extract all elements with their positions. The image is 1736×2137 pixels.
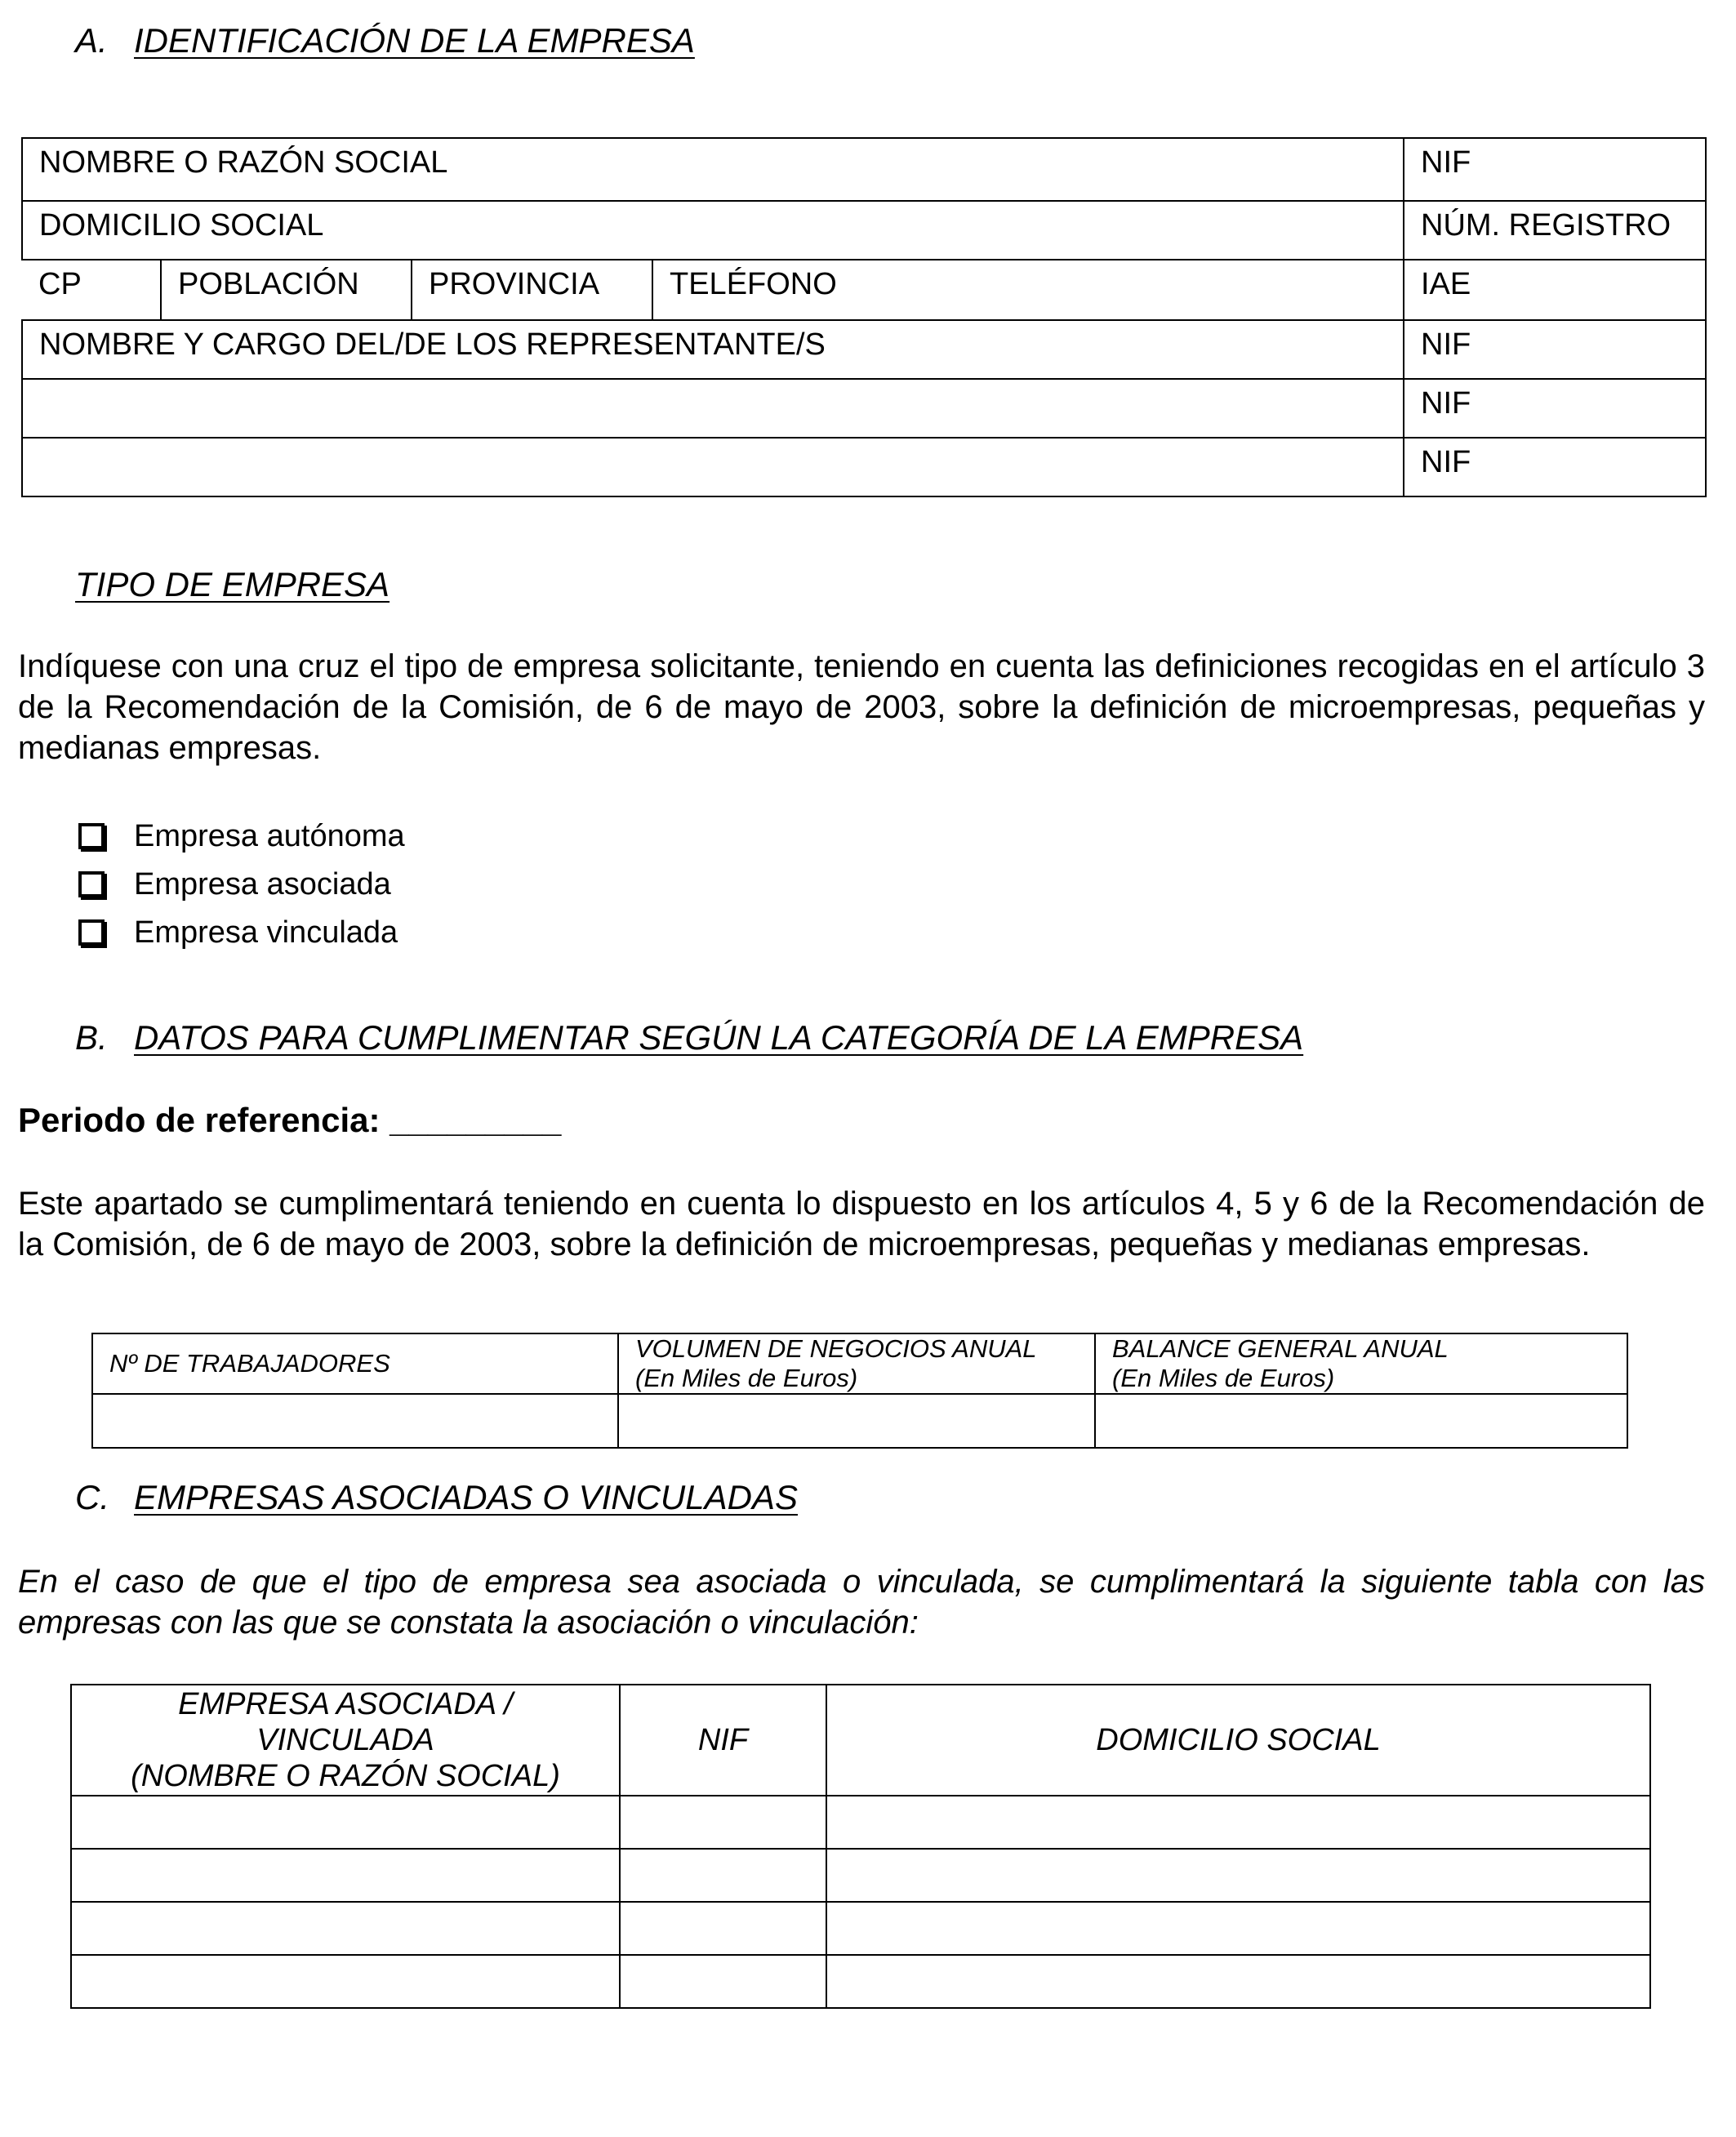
checkbox-icon[interactable] xyxy=(78,823,105,849)
representante-nif-field-2[interactable]: NIF xyxy=(1404,379,1706,438)
option-label: Empresa asociada xyxy=(134,866,391,902)
representante-name-field-3[interactable] xyxy=(22,438,1404,496)
balance-general-input[interactable] xyxy=(1095,1394,1627,1448)
nif-field[interactable]: NIF xyxy=(1404,138,1706,201)
volumen-negocios-input[interactable] xyxy=(618,1394,1095,1448)
associated-companies-table xyxy=(70,1684,1651,2009)
domicilio-input[interactable] xyxy=(826,1902,1650,1955)
section-b-letter: B. xyxy=(75,1018,108,1057)
nif-input[interactable] xyxy=(620,1902,826,1955)
company-category-table xyxy=(91,1333,1628,1449)
option-empresa-vinculada[interactable] xyxy=(78,912,398,953)
section-b-paragraph: Este apartado se cumplimentará teniendo en cuenta lo dispuesto en los artículos 4, 5 y 6 de la Recomendación de la Comisión, de 6 de mayo de 2003, sobre la definición de microempresas, pequeñas y medianas empresas. xyxy=(18,1186,1705,1262)
provincia-field[interactable]: PROVINCIA xyxy=(412,260,652,319)
num-registro-field[interactable]: NÚM. REGISTRO xyxy=(1404,201,1706,260)
table-row xyxy=(71,1955,1650,2008)
table-row xyxy=(71,1849,1650,1902)
nif-input[interactable] xyxy=(620,1796,826,1849)
empresa-input[interactable] xyxy=(71,1902,620,1955)
volumen-negocios-units: (En Miles de Euros) xyxy=(635,1364,858,1392)
representante-nif-field-3[interactable]: NIF xyxy=(1404,438,1706,496)
empresa-input[interactable] xyxy=(71,1955,620,2008)
tipo-empresa-paragraph: Indíquese con una cruz el tipo de empresa solicitante, teniendo en cuenta las definiciones recogidas en el artículo 3 de la Recomendación de la Comisión, de 6 de mayo de 2003, sobre la definición de microempresas, pequeñas y medianas empresas. xyxy=(18,648,1705,766)
nif-input[interactable] xyxy=(620,1849,826,1902)
section-b-title: DATOS PARA CUMPLIMENTAR SEGÚN LA CATEGORÍA DE LA EMPRESA xyxy=(134,1018,1304,1057)
representante-name-field-2[interactable] xyxy=(22,379,1404,438)
volumen-negocios-label: VOLUMEN DE NEGOCIOS ANUAL xyxy=(635,1334,1037,1363)
section-c-heading xyxy=(75,1478,798,1517)
empresa-input[interactable] xyxy=(71,1849,620,1902)
num-trabajadores-input[interactable] xyxy=(92,1394,618,1448)
representante-nif-field-1[interactable]: NIF xyxy=(1404,320,1706,379)
checkbox-icon[interactable] xyxy=(78,871,105,897)
section-c-title: EMPRESAS ASOCIADAS O VINCULADAS xyxy=(134,1478,798,1516)
checkbox-icon[interactable] xyxy=(78,919,105,946)
empresa-asociada-label-3: (NOMBRE O RAZÓN SOCIAL) xyxy=(131,1759,560,1793)
balance-general-label: BALANCE GENERAL ANUAL xyxy=(1112,1334,1449,1363)
option-empresa-asociada[interactable] xyxy=(78,864,391,905)
option-label: Empresa vinculada xyxy=(134,915,398,950)
balance-general-units: (En Miles de Euros) xyxy=(1112,1364,1335,1392)
domicilio-social-field[interactable]: DOMICILIO SOCIAL xyxy=(22,201,1404,260)
telefono-field[interactable]: TELÉFONO xyxy=(670,267,837,301)
domicilio-input[interactable] xyxy=(826,1796,1650,1849)
section-b-heading xyxy=(75,1018,1303,1057)
address-subrow xyxy=(22,260,1404,320)
empresa-asociada-label-1: EMPRESA ASOCIADA / xyxy=(178,1687,513,1721)
header-balance-general xyxy=(1095,1333,1627,1394)
section-c-letter: C. xyxy=(75,1478,109,1516)
empresa-asociada-label-2: VINCULADA xyxy=(256,1723,434,1757)
empresa-input[interactable] xyxy=(71,1796,620,1849)
tipo-empresa-title: TIPO DE EMPRESA xyxy=(75,565,390,603)
section-a-letter: A. xyxy=(75,21,108,60)
domicilio-input[interactable] xyxy=(826,1849,1650,1902)
company-identification-table xyxy=(21,137,1707,497)
nombre-razon-social-field[interactable]: NOMBRE O RAZÓN SOCIAL xyxy=(22,138,1404,201)
section-a-title: IDENTIFICACIÓN DE LA EMPRESA xyxy=(134,21,695,60)
option-label: Empresa autónoma xyxy=(134,818,405,853)
section-c-paragraph: En el caso de que el tipo de empresa sea asociada o vinculada, se cumplimentará la siguiente tabla con las empresas con las que se constata la asociación o vinculación: xyxy=(18,1564,1705,1641)
table-row xyxy=(71,1902,1650,1955)
representantes-field[interactable]: NOMBRE Y CARGO DEL/DE LOS REPRESENTANTE/S xyxy=(22,320,1404,379)
periodo-referencia-field[interactable]: Periodo de referencia: _________ xyxy=(18,1101,562,1139)
header-empresa-asociada xyxy=(71,1685,620,1796)
cp-field[interactable]: CP xyxy=(22,260,161,319)
header-nif: NIF xyxy=(620,1685,826,1796)
option-empresa-autonoma[interactable] xyxy=(78,816,405,857)
section-a-heading xyxy=(75,21,695,60)
poblacion-field[interactable]: POBLACIÓN xyxy=(161,260,412,319)
table-row xyxy=(71,1796,1650,1849)
tipo-empresa-heading xyxy=(75,565,389,604)
domicilio-input[interactable] xyxy=(826,1955,1650,2008)
header-num-trabajadores: Nº DE TRABAJADORES xyxy=(92,1333,618,1394)
iae-field[interactable]: IAE xyxy=(1404,260,1706,320)
header-volumen-negocios xyxy=(618,1333,1095,1394)
header-domicilio-social: DOMICILIO SOCIAL xyxy=(826,1685,1650,1796)
nif-input[interactable] xyxy=(620,1955,826,2008)
